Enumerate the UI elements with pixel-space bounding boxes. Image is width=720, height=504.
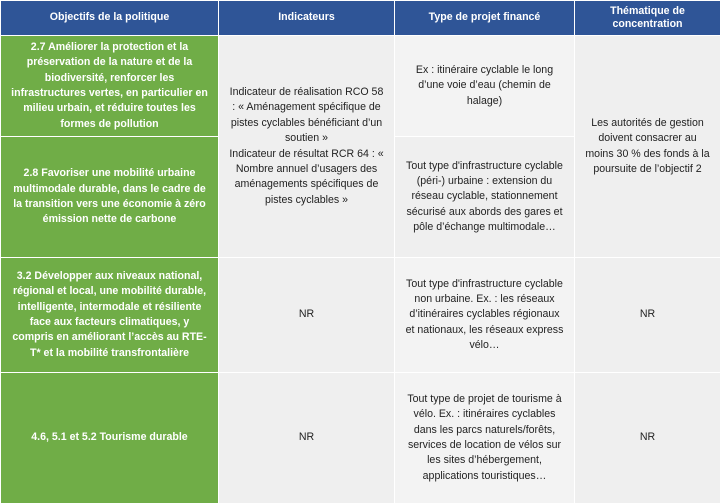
objective-cell: 2.7 Améliorer la protection et la préservation de la nature et de la biodiversité, renforcer les infrastructures vertes, en particulier en milieu urbain, et réduire toutes les formes de pollution (1, 36, 219, 137)
header-objectifs: Objectifs de la politique (1, 1, 219, 36)
header-indicateurs: Indicateurs (219, 1, 395, 36)
thematic-cell: NR (575, 373, 720, 504)
header-thematique: Thématique de concentration (575, 1, 720, 36)
indicators-cell-merged (219, 36, 395, 258)
indicators-cell: NR (219, 258, 395, 373)
indicator-rcr64: Indicateur de résultat RCR 64 : « Nombre annuel d’usagers des aménagements spécifiques de pistes cyclables » (229, 147, 384, 206)
project-type-cell: Tout type d'infrastructure cyclable (péri-) urbaine : extension du réseau cyclable, stationnement sécurisé aux abords des gares et pôle d’échange multimodale… (395, 137, 575, 258)
table-row (1, 373, 720, 504)
thematic-cell: NR (575, 258, 720, 373)
table-row (1, 36, 720, 137)
project-type-cell: Ex : itinéraire cyclable le long d’une voie d’eau (chemin de halage) (395, 36, 575, 137)
objective-cell: 2.8 Favoriser une mobilité urbaine multimodale durable, dans le cadre de la transition vers une économie à zéro émission nette de carbone (1, 137, 219, 258)
indicator-rco58: Indicateur de réalisation RCO 58 : « Aménagement spécifique de pistes cyclables bénéficiant d’un soutien » (229, 86, 384, 145)
header-type-projet: Type de projet financé (395, 1, 575, 36)
objective-cell: 4.6, 5.1 et 5.2 Tourisme durable (1, 373, 219, 504)
project-type-cell: Tout type de projet de tourisme à vélo. Ex. : itinéraires cyclables dans les parcs naturels/forêts, services de location de vélos sur les sites d’hébergement, applications touristiques… (395, 373, 575, 504)
thematic-cell-merged: Les autorités de gestion doivent consacrer au moins 30 % des fonds à la poursuite de l’objectif 2 (575, 36, 720, 258)
project-type-cell: Tout type d'infrastructure cyclable non urbaine. Ex. : les réseaux d’itinéraires cyclables régionaux et nationaux, les réseaux express vélo… (395, 258, 575, 373)
table-row (1, 258, 720, 373)
objective-cell: 3.2 Développer aux niveaux national, régional et local, une mobilité durable, intelligente, intermodale et résiliente face aux facteurs climatiques, y compris en améliorant l’accès au RTE-T* et la mobilité transfrontalière (1, 258, 219, 373)
indicators-cell: NR (219, 373, 395, 504)
header-row (1, 1, 720, 36)
